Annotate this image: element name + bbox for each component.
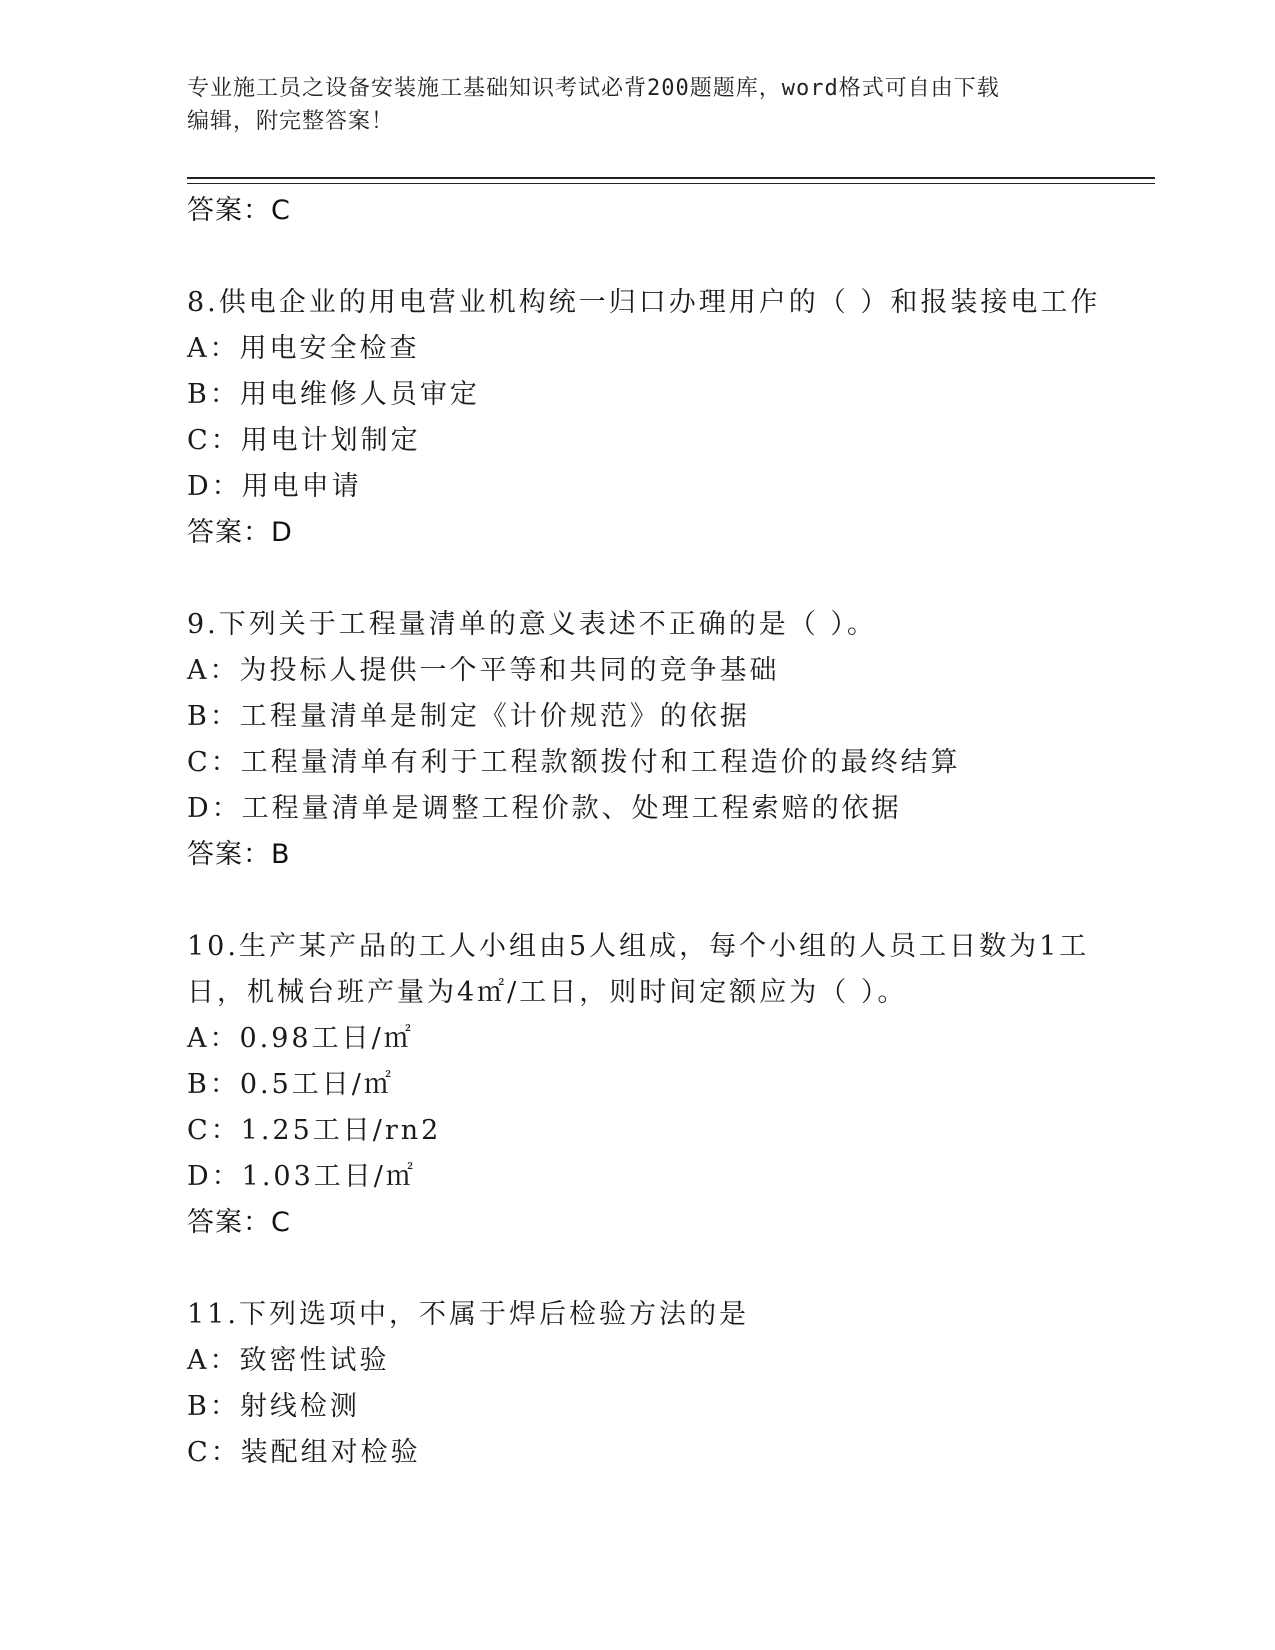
- option-a: A：用电安全检查: [187, 333, 420, 364]
- option-d: D：工程量清单是调整工程价款、处理工程索赔的依据: [187, 793, 902, 824]
- header-line-1: 专业施工员之设备安装施工基础知识考试必背200题题库，word格式可自由下载: [187, 76, 1000, 101]
- question-stem-line-2: 日，机械台班产量为4㎡/工日，则时间定额应为（ ）。: [187, 977, 908, 1008]
- question-8: [187, 280, 1155, 556]
- option-d: D：1.03工日/㎡: [187, 1161, 416, 1192]
- header-divider-thin: [187, 183, 1155, 184]
- option-d: D：用电申请: [187, 471, 362, 502]
- question-9: [187, 602, 1155, 878]
- option-b: B：工程量清单是制定《计价规范》的依据: [187, 701, 750, 732]
- question-stem: 11.下列选项中，不属于焊后检验方法的是: [187, 1299, 749, 1330]
- spacer: [187, 234, 1155, 280]
- header-divider-thick: [187, 177, 1155, 179]
- option-b: B：0.5工日/㎡: [187, 1069, 394, 1100]
- question-11: [187, 1292, 1155, 1476]
- question-stem: 8.供电企业的用电营业机构统一归口办理用户的（ ）和报装接电工作: [187, 287, 1101, 318]
- option-b: B：用电维修人员审定: [187, 379, 480, 410]
- question-answer: 答案：B: [187, 839, 291, 870]
- previous-answer: 答案：C: [187, 195, 291, 226]
- option-c: C：工程量清单有利于工程款额拨付和工程造价的最终结算: [187, 747, 961, 778]
- spacer: [187, 878, 1155, 924]
- question-answer: 答案：C: [187, 1207, 291, 1238]
- option-a: A：0.98工日/㎡: [187, 1023, 414, 1054]
- question-answer: 答案：D: [187, 517, 293, 548]
- question-stem: 9.下列关于工程量清单的意义表述不正确的是（ ）。: [187, 609, 877, 640]
- option-b: B：射线检测: [187, 1391, 360, 1422]
- option-c: C：1.25工日/rn2: [187, 1115, 442, 1146]
- option-c: C：用电计划制定: [187, 425, 421, 456]
- header-line-2: 编辑，附完整答案！: [187, 109, 395, 134]
- option-c: C：装配组对检验: [187, 1437, 421, 1468]
- question-10: [187, 924, 1155, 1246]
- document-header: [187, 72, 1087, 138]
- spacer: [187, 1246, 1155, 1292]
- option-a: A：致密性试验: [187, 1345, 390, 1376]
- option-a: A：为投标人提供一个平等和共同的竞争基础: [187, 655, 780, 686]
- spacer: [187, 556, 1155, 602]
- question-list: [187, 188, 1155, 1476]
- question-stem-line-1: 10.生产某产品的工人小组由5人组成，每个小组的人员工日数为1工: [187, 931, 1090, 962]
